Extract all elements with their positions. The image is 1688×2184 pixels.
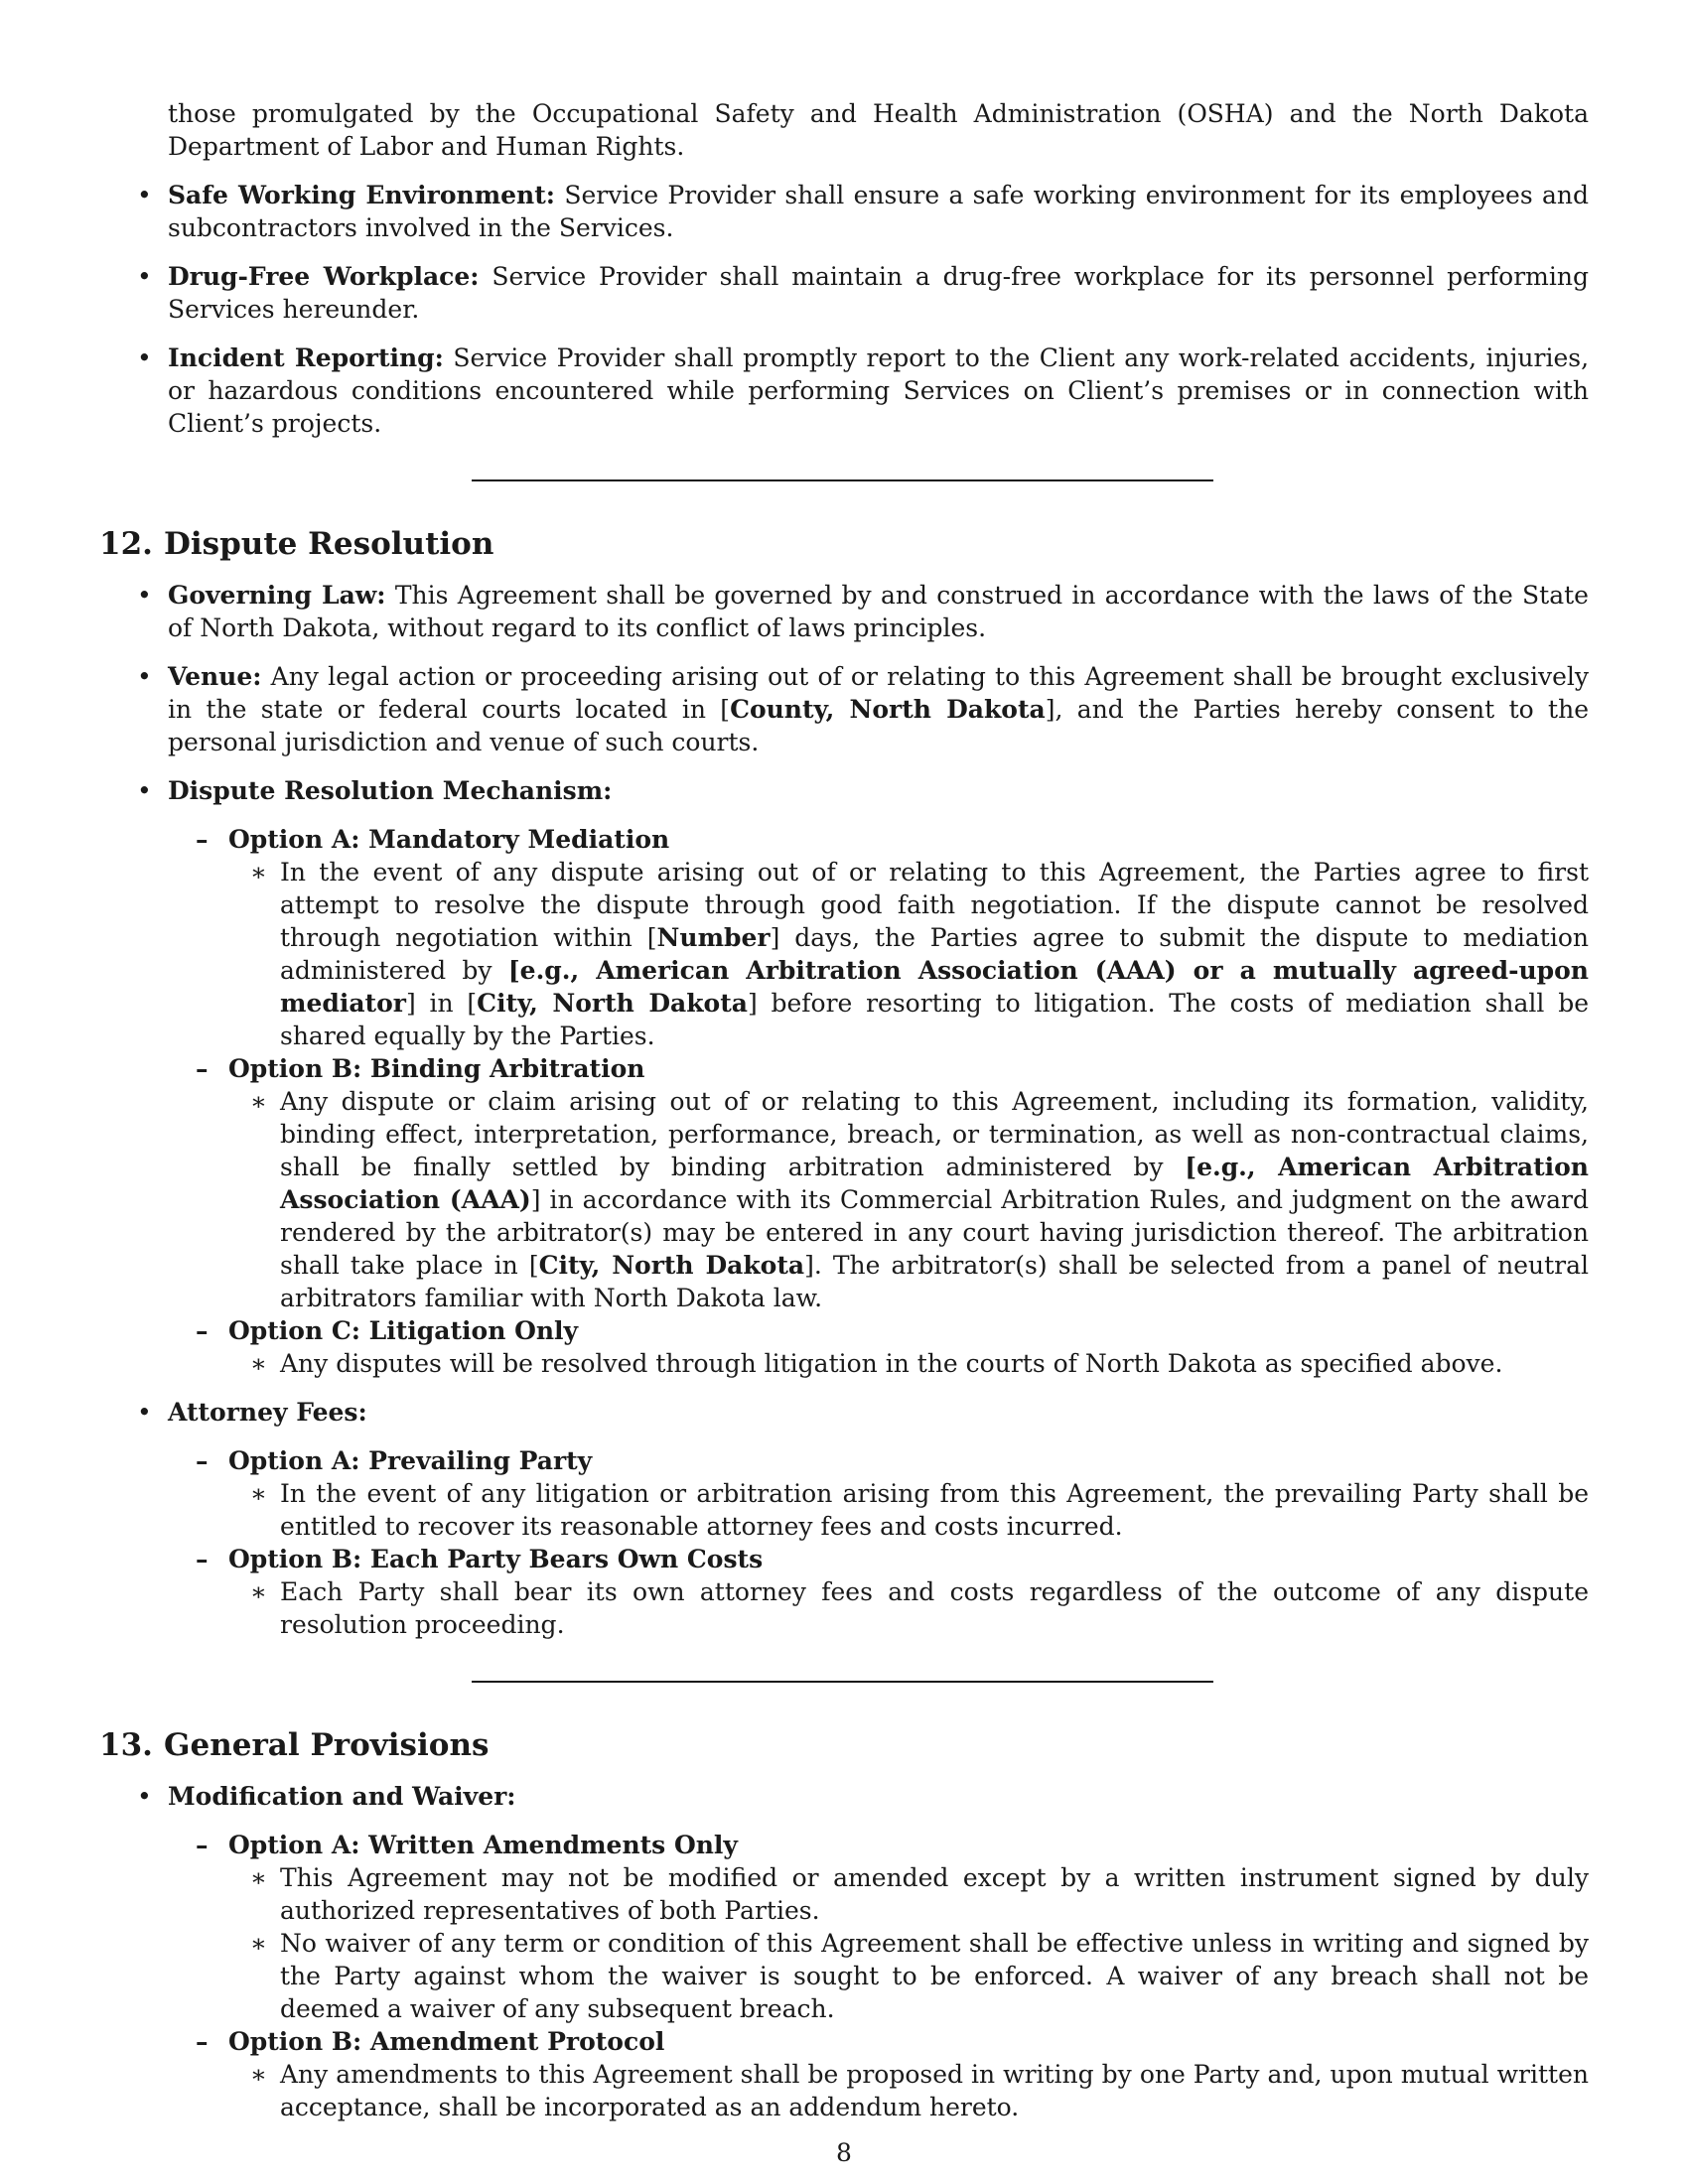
item-label: Dispute Resolution Mechanism: bbox=[168, 776, 613, 805]
clause-text: Any dispute or claim arising out of or relating to this Agreement, including its formation, validity, binding effect, interpretation, performance, breach, or termination, as well as non-contractual claims, shall be finally settled by binding arbitration administered by bbox=[280, 1087, 1589, 1181]
section-12-heading bbox=[99, 525, 1589, 563]
clause-text: ] days, the Parties agree to submit the dispute to mediation administered by bbox=[280, 923, 1589, 985]
clause-item: ∗ Any amendments to this Agreement shall be proposed in writing by one Party and, upon mutual written acceptance, shall be incorporated as an addendum hereto. bbox=[228, 2058, 1589, 2123]
placeholder-county: County, North Dakota bbox=[730, 695, 1046, 724]
dispute-resolution-list bbox=[99, 579, 1589, 1641]
option-b-own-costs bbox=[168, 1543, 1589, 1641]
item-label: Drug-Free Workplace: bbox=[168, 262, 480, 291]
option-a-mediation bbox=[168, 823, 1589, 1052]
clause-item: ∗ Each Party shall bear its own attorney fees and costs regardless of the outcome of any dispute resolution proceeding. bbox=[228, 1575, 1589, 1641]
option-clauses bbox=[228, 1477, 1589, 1543]
option-list bbox=[168, 823, 1589, 1380]
option-title: Option B: Amendment Protocol bbox=[228, 2027, 665, 2056]
section-number: 12. bbox=[99, 526, 153, 562]
option-clauses bbox=[228, 856, 1589, 1052]
item-label: Safe Working Environment: bbox=[168, 181, 556, 209]
item-label: Incident Reporting: bbox=[168, 343, 444, 372]
option-b-amendment-protocol bbox=[168, 2025, 1589, 2123]
option-title: Option A: Written Amendments Only bbox=[228, 1831, 738, 1859]
continued-paragraph: those promulgated by the Occupational Safety and Health Administration (OSHA) and the North Dakota Department of Labor and Human Rights. bbox=[168, 99, 1589, 161]
option-title: Option A: Mandatory Mediation bbox=[228, 825, 670, 854]
option-title: Option C: Litigation Only bbox=[228, 1316, 579, 1345]
option-list bbox=[168, 1444, 1589, 1641]
option-list bbox=[168, 1829, 1589, 2123]
option-b-arbitration bbox=[168, 1052, 1589, 1314]
list-item-governing-law bbox=[99, 579, 1589, 644]
section-number: 13. bbox=[99, 1727, 153, 1763]
clause-text: In the event of any dispute arising out of or relating to this Agreement, the Parties agree to first attempt to resolve the dispute through good faith negotiation. If the dispute cannot be resolved through negotiation within [ bbox=[280, 858, 1589, 952]
option-clauses bbox=[228, 1347, 1589, 1380]
item-text: ], and the Parties hereby consent to the personal jurisdiction and venue of such courts. bbox=[168, 695, 1589, 756]
placeholder-city: City, North Dakota bbox=[477, 989, 748, 1018]
section-title: Dispute Resolution bbox=[164, 526, 494, 562]
clause-item: ∗ This Agreement may not be modified or amended except by a written instrument signed by duly authorized representatives of both Parties. bbox=[228, 1861, 1589, 1927]
item-text: Service Provider shall promptly report to the Client any work-related accidents, injuries, or hazardous conditions encountered while performing Services on Client’s premises or in connection with Client’s projects. bbox=[168, 343, 1590, 438]
list-item-incident-reporting bbox=[99, 341, 1589, 440]
option-a-prevailing-party bbox=[168, 1444, 1589, 1543]
clause-item: ∗ No waiver of any term or condition of this Agreement shall be effective unless in writing and signed by the Party against whom the waiver is sought to be enforced. A waiver of any breach shall not be deemed a waiver of any subsequent breach. bbox=[228, 1927, 1589, 2025]
placeholder-mediator: [e.g., American Arbitration Association (AAA) or a mutually agreed-upon mediator bbox=[280, 956, 1589, 1018]
clause-item bbox=[228, 856, 1589, 1052]
list-item-drug-free-workplace bbox=[99, 260, 1589, 326]
section-13-heading bbox=[99, 1726, 1589, 1764]
option-clauses bbox=[228, 1085, 1589, 1314]
item-text: Service Provider shall ensure a safe working environment for its employees and subcontractors involved in the Services. bbox=[168, 181, 1589, 242]
section-divider bbox=[472, 1681, 1213, 1683]
item-label: Venue: bbox=[168, 662, 262, 691]
section-title: General Provisions bbox=[164, 1727, 490, 1763]
clause-text: ] in accordance with its Commercial Arbitration Rules, and judgment on the award rendered by the arbitrator(s) may be entered in any court having jurisdiction thereof. The arbitration shall take place in [ bbox=[280, 1185, 1589, 1280]
clause-item: ∗ Any disputes will be resolved through litigation in the courts of North Dakota as specified above. bbox=[228, 1347, 1589, 1380]
clause-text: ] in [ bbox=[405, 989, 478, 1018]
section-divider bbox=[472, 479, 1213, 481]
placeholder-arbitrator: [e.g., American Arbitration Association (AAA) bbox=[280, 1153, 1589, 1214]
option-title: Option B: Binding Arbitration bbox=[228, 1054, 645, 1083]
option-title: Option B: Each Party Bears Own Costs bbox=[228, 1545, 764, 1573]
list-item-dispute-mechanism bbox=[99, 774, 1589, 1380]
list-item-modification-waiver bbox=[99, 1780, 1589, 2123]
item-label: Attorney Fees: bbox=[168, 1398, 367, 1427]
general-provisions-list bbox=[99, 1780, 1589, 2123]
option-clauses bbox=[228, 2058, 1589, 2123]
clause-item bbox=[228, 1085, 1589, 1314]
page-content bbox=[99, 97, 1589, 2123]
option-clauses bbox=[228, 1575, 1589, 1641]
list-item-venue bbox=[99, 660, 1589, 758]
option-c-litigation bbox=[168, 1314, 1589, 1380]
item-text: Any legal action or proceeding arising out of or relating to this Agreement shall be brought exclusively in the state or federal courts located in [ bbox=[168, 662, 1589, 724]
placeholder-number: Number bbox=[656, 923, 771, 952]
item-label: Governing Law: bbox=[168, 581, 386, 610]
list-item-attorney-fees bbox=[99, 1396, 1589, 1641]
option-clauses bbox=[228, 1861, 1589, 2025]
page-number: 8 bbox=[836, 2138, 852, 2167]
item-text: Service Provider shall maintain a drug-free workplace for its personnel performing Services hereunder. bbox=[168, 262, 1589, 324]
safety-list bbox=[99, 179, 1589, 440]
item-text: This Agreement shall be governed by and construed in accordance with the laws of the State of North Dakota, without regard to its conflict of laws principles. bbox=[168, 581, 1589, 642]
clause-text: ] before resorting to litigation. The costs of mediation shall be shared equally by the Parties. bbox=[280, 989, 1589, 1050]
clause-text: ]. The arbitrator(s) shall be selected from a panel of neutral arbitrators familiar with North Dakota law. bbox=[280, 1251, 1589, 1312]
placeholder-city: City, North Dakota bbox=[538, 1251, 805, 1280]
clause-item: ∗ In the event of any litigation or arbitration arising from this Agreement, the prevailing Party shall be entitled to recover its reasonable attorney fees and costs incurred. bbox=[228, 1477, 1589, 1543]
list-item-safe-working-environment bbox=[99, 179, 1589, 244]
option-title: Option A: Prevailing Party bbox=[228, 1446, 593, 1475]
item-label: Modification and Waiver: bbox=[168, 1782, 516, 1811]
option-a-written-amendments bbox=[168, 1829, 1589, 2025]
